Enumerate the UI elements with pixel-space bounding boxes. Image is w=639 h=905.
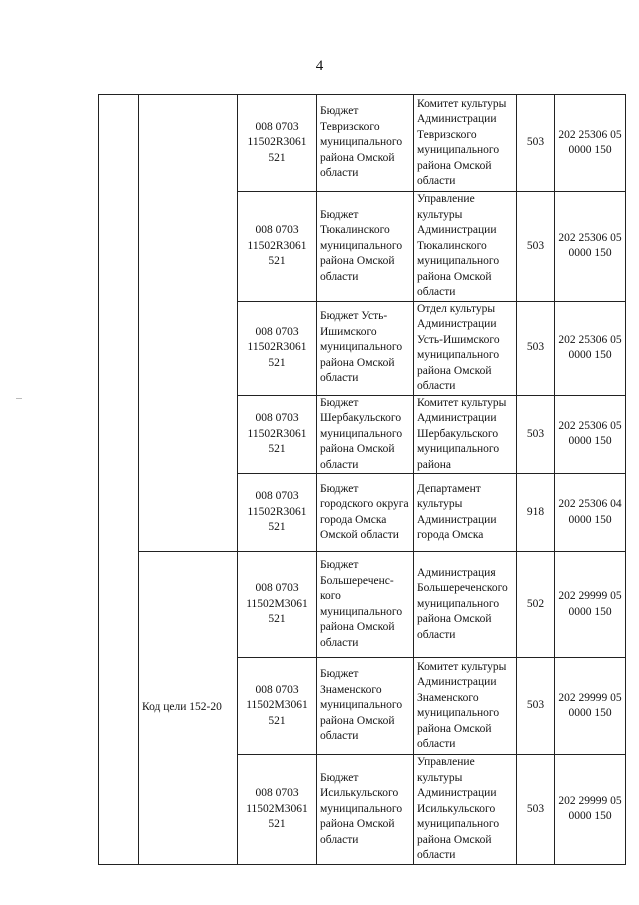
revenue-code-cell: 202 29999 05 0000 150	[555, 755, 626, 865]
classification-code-cell: 008 0703 11502R3061 521	[238, 474, 317, 552]
administrator-cell: Комитет культуры Администрации Шербакульского муниципального района	[414, 395, 517, 474]
classification-code-cell: 008 0703 11502M3061 521	[238, 552, 317, 658]
classification-code-cell: 008 0703 11502M3061 521	[238, 755, 317, 865]
classification-code-cell: 008 0703 11502M3061 521	[238, 658, 317, 755]
admin-code-cell: 503	[517, 95, 555, 192]
revenue-code-cell: 202 25306 04 0000 150	[555, 474, 626, 552]
admin-code-cell: 503	[517, 395, 555, 474]
budget-name-cell: Бюджет Усть-Ишимского муниципального района Омской области	[317, 301, 414, 395]
administrator-cell: Управление культуры Администрации Тюкалинского муниципального района Омской области	[414, 192, 517, 302]
administrator-cell: Администрация Большереченского муниципального района Омской области	[414, 552, 517, 658]
budget-name-cell: Бюджет Шербакульского муниципального района Омской области	[317, 395, 414, 474]
revenue-code-cell: 202 25306 05 0000 150	[555, 95, 626, 192]
revenue-code-cell: 202 25306 05 0000 150	[555, 301, 626, 395]
empty-first-column	[99, 95, 139, 865]
classification-code-cell: 008 0703 11502R3061 521	[238, 301, 317, 395]
classification-code-cell: 008 0703 11502R3061 521	[238, 395, 317, 474]
revenue-code-cell: 202 29999 05 0000 150	[555, 552, 626, 658]
goal-code-cell	[139, 95, 238, 552]
scan-artifact	[16, 398, 22, 399]
budget-name-cell: Бюджет Знаменского муниципального района Омской области	[317, 658, 414, 755]
classification-code-cell: 008 0703 11502R3061 521	[238, 192, 317, 302]
table-row	[99, 95, 626, 192]
classification-code-cell: 008 0703 11502R3061 521	[238, 95, 317, 192]
administrator-cell: Управление культуры Администрации Исилькульского муниципального района Омской области	[414, 755, 517, 865]
admin-code-cell: 503	[517, 755, 555, 865]
admin-code-cell: 503	[517, 301, 555, 395]
budget-name-cell: Бюджет Исилькульского муниципального района Омской области	[317, 755, 414, 865]
administrator-cell: Департамент культуры Администрации города Омска	[414, 474, 517, 552]
admin-code-cell: 503	[517, 658, 555, 755]
administrator-cell: Комитет культуры Администрации Знаменского муниципального района Омской области	[414, 658, 517, 755]
budget-name-cell: Бюджет городского округа города Омска Омской области	[317, 474, 414, 552]
revenue-code-cell: 202 25306 05 0000 150	[555, 192, 626, 302]
goal-code-cell: Код цели 152-20	[139, 552, 238, 865]
administrator-cell: Отдел культуры Администрации Усть-Ишимского муниципального района Омской области	[414, 301, 517, 395]
budget-name-cell: Бюджет Тевризского муниципального района Омской области	[317, 95, 414, 192]
revenue-code-cell: 202 25306 05 0000 150	[555, 395, 626, 474]
revenue-code-cell: 202 29999 05 0000 150	[555, 658, 626, 755]
admin-code-cell: 502	[517, 552, 555, 658]
administrator-cell: Комитет культуры Администрации Тевризского муниципального района Омской области	[414, 95, 517, 192]
budget-name-cell: Бюджет Большереченс-кого муниципального района Омской области	[317, 552, 414, 658]
page-number: 4	[315, 58, 324, 74]
budget-name-cell: Бюджет Тюкалинского муниципального района Омской области	[317, 192, 414, 302]
admin-code-cell: 918	[517, 474, 555, 552]
table-row	[99, 552, 626, 658]
budget-table	[98, 94, 626, 865]
admin-code-cell: 503	[517, 192, 555, 302]
